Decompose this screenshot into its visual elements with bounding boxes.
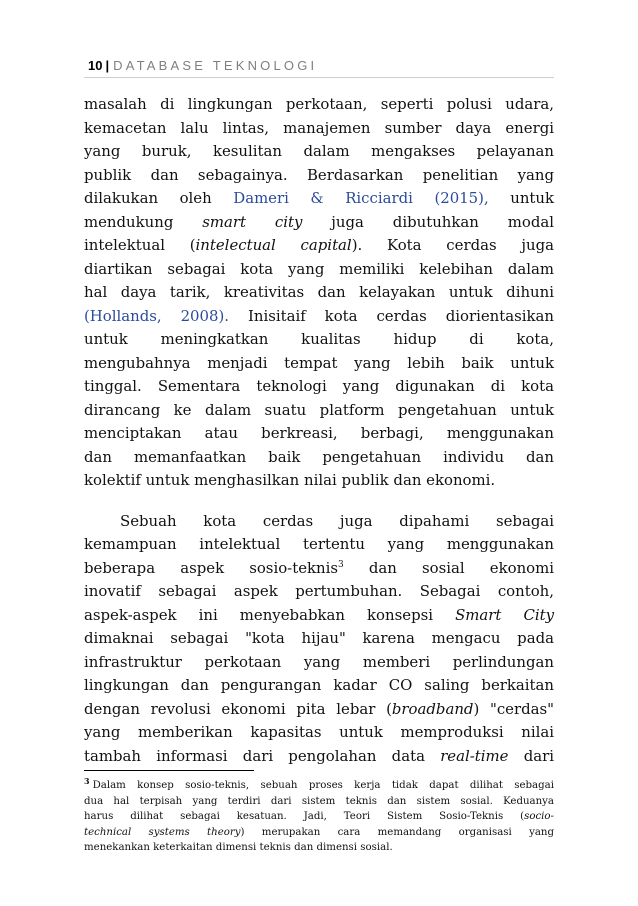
text-fragment: Dalam konsep sosio-teknis, sebuah proses kerja tidak dapat dilihat sebagai <box>92 780 554 791</box>
text-fragment: aspek-aspek ini menyebabkan konsepsi <box>84 605 433 624</box>
text-line: hal daya tarik, kreativitas dan kelayakan untuk dihuni <box>84 283 554 301</box>
text-line <box>84 211 554 235</box>
text-line: diartikan sebagai kota yang memiliki kelebihan dalam <box>84 259 554 278</box>
text-line: menciptakan atau berkreasi, berbagi, menggunakan <box>84 424 554 442</box>
text-line: dan memanfaatkan baik pengetahuan individu dan <box>84 447 554 466</box>
text-fragment: untuk <box>510 189 555 207</box>
text-fragment: intelektual ( <box>84 236 196 254</box>
text-fragment: dan sosial ekonomi <box>368 558 555 577</box>
text-line: mengubahnya menjadi tempat yang lebih baik untuk <box>84 353 554 372</box>
text-fragment: beberapa aspek sosio-teknis <box>84 558 339 577</box>
text-fragment: juga dibutuhkan modal <box>331 212 555 231</box>
italic-term: socio- <box>524 811 554 823</box>
footnote-line: dua hal terpisah yang terdiri dari sistem teknis dan sistem sosial. Keduanya <box>84 795 554 807</box>
page-header <box>88 58 553 73</box>
footnote-line <box>84 825 554 841</box>
text-fragment: ) merupakan cara memandang organisasi yang <box>240 826 554 838</box>
italic-term: real-time <box>440 746 509 765</box>
text-fragment: Inisitaif kota cerdas diorientasikan <box>247 306 554 325</box>
text-line: tinggal. Sementara teknologi yang digunakan di kota <box>84 377 554 395</box>
text-line: dirancang ke dalam suatu platform pengetahuan untuk <box>84 400 554 419</box>
page-number: 10 <box>88 58 103 73</box>
footnote-reference[interactable]: 3 <box>338 559 344 570</box>
footnote-line <box>84 809 554 825</box>
text-line <box>84 698 554 722</box>
text-line <box>84 557 554 581</box>
text-line <box>84 305 554 329</box>
text-line <box>84 604 554 628</box>
footnote-rule <box>84 770 254 771</box>
text-line: kemampuan intelektual tertentu yang menggunakan <box>84 535 554 553</box>
text-line: dimaknai sebagai "kota hijau" karena mengacu pada <box>84 629 554 647</box>
text-line: lingkungan dan pengurangan kadar CO saling berkaitan <box>84 676 554 694</box>
body-text <box>84 93 554 768</box>
footnote <box>84 775 554 856</box>
italic-term: broadband <box>391 699 474 718</box>
text-fragment: ) "cerdas" <box>473 699 554 718</box>
italic-term: smart city <box>202 212 303 231</box>
text-line: yang memberikan kapasitas untuk memproduksi nilai <box>84 723 554 741</box>
text-line <box>84 745 554 769</box>
text-fragment: harus dilihat sebagai kesatuan. Jadi, Teori Sistem Sosio-Teknis ( <box>84 811 525 823</box>
paragraph-1 <box>84 93 554 493</box>
paragraph-2 <box>84 510 554 769</box>
text-line: kolektif untuk menghasilkan nilai publik dan ekonomi. <box>84 471 496 489</box>
text-line: yang buruk, kesulitan dalam mengakses pelayanan <box>84 142 554 160</box>
citation-hollands[interactable]: (Hollands, 2008). <box>84 306 230 325</box>
text-line: Sebuah kota cerdas juga dipahami sebagai <box>120 511 554 530</box>
footnote-mark: 3 <box>84 775 90 786</box>
text-fragment: dengan revolusi ekonomi pita lebar ( <box>84 699 392 718</box>
text-fragment: mendukung <box>84 212 174 231</box>
text-line: infrastruktur perkotaan yang memberi perlindungan <box>84 652 554 671</box>
text-line <box>84 187 554 211</box>
citation-dameri-ricciardi[interactable]: Dameri & Ricciardi (2015), <box>233 189 489 207</box>
text-line <box>84 234 554 258</box>
text-line: masalah di lingkungan perkotaan, seperti polusi udara, <box>84 95 554 113</box>
header-separator: | <box>105 58 110 73</box>
header-title: DATABASE TEKNOLOGI <box>113 58 318 73</box>
text-fragment: dilakukan oleh <box>84 189 212 207</box>
footnote-line <box>84 775 554 794</box>
text-fragment: ). Kota cerdas juga <box>351 236 554 254</box>
text-line: publik dan sebagainya. Berdasarkan penelitian yang <box>84 165 554 184</box>
footnote-line: menekankan keterkaitan dimensi teknis dan dimensi sosial. <box>84 842 393 854</box>
italic-term: technical systems theory <box>84 826 241 838</box>
text-line: untuk meningkatkan kualitas hidup di kota, <box>84 330 554 348</box>
text-line: inovatif sebagai aspek pertumbuhan. Sebagai contoh, <box>84 582 554 600</box>
italic-term: intelectual capital <box>195 236 352 254</box>
text-fragment: dari <box>523 746 554 765</box>
text-line: kemacetan lalu lintas, manajemen sumber daya energi <box>84 118 554 137</box>
text-fragment: tambah informasi dari pengolahan data <box>84 746 425 765</box>
header-rule <box>84 77 554 78</box>
italic-term: Smart City <box>455 605 554 624</box>
